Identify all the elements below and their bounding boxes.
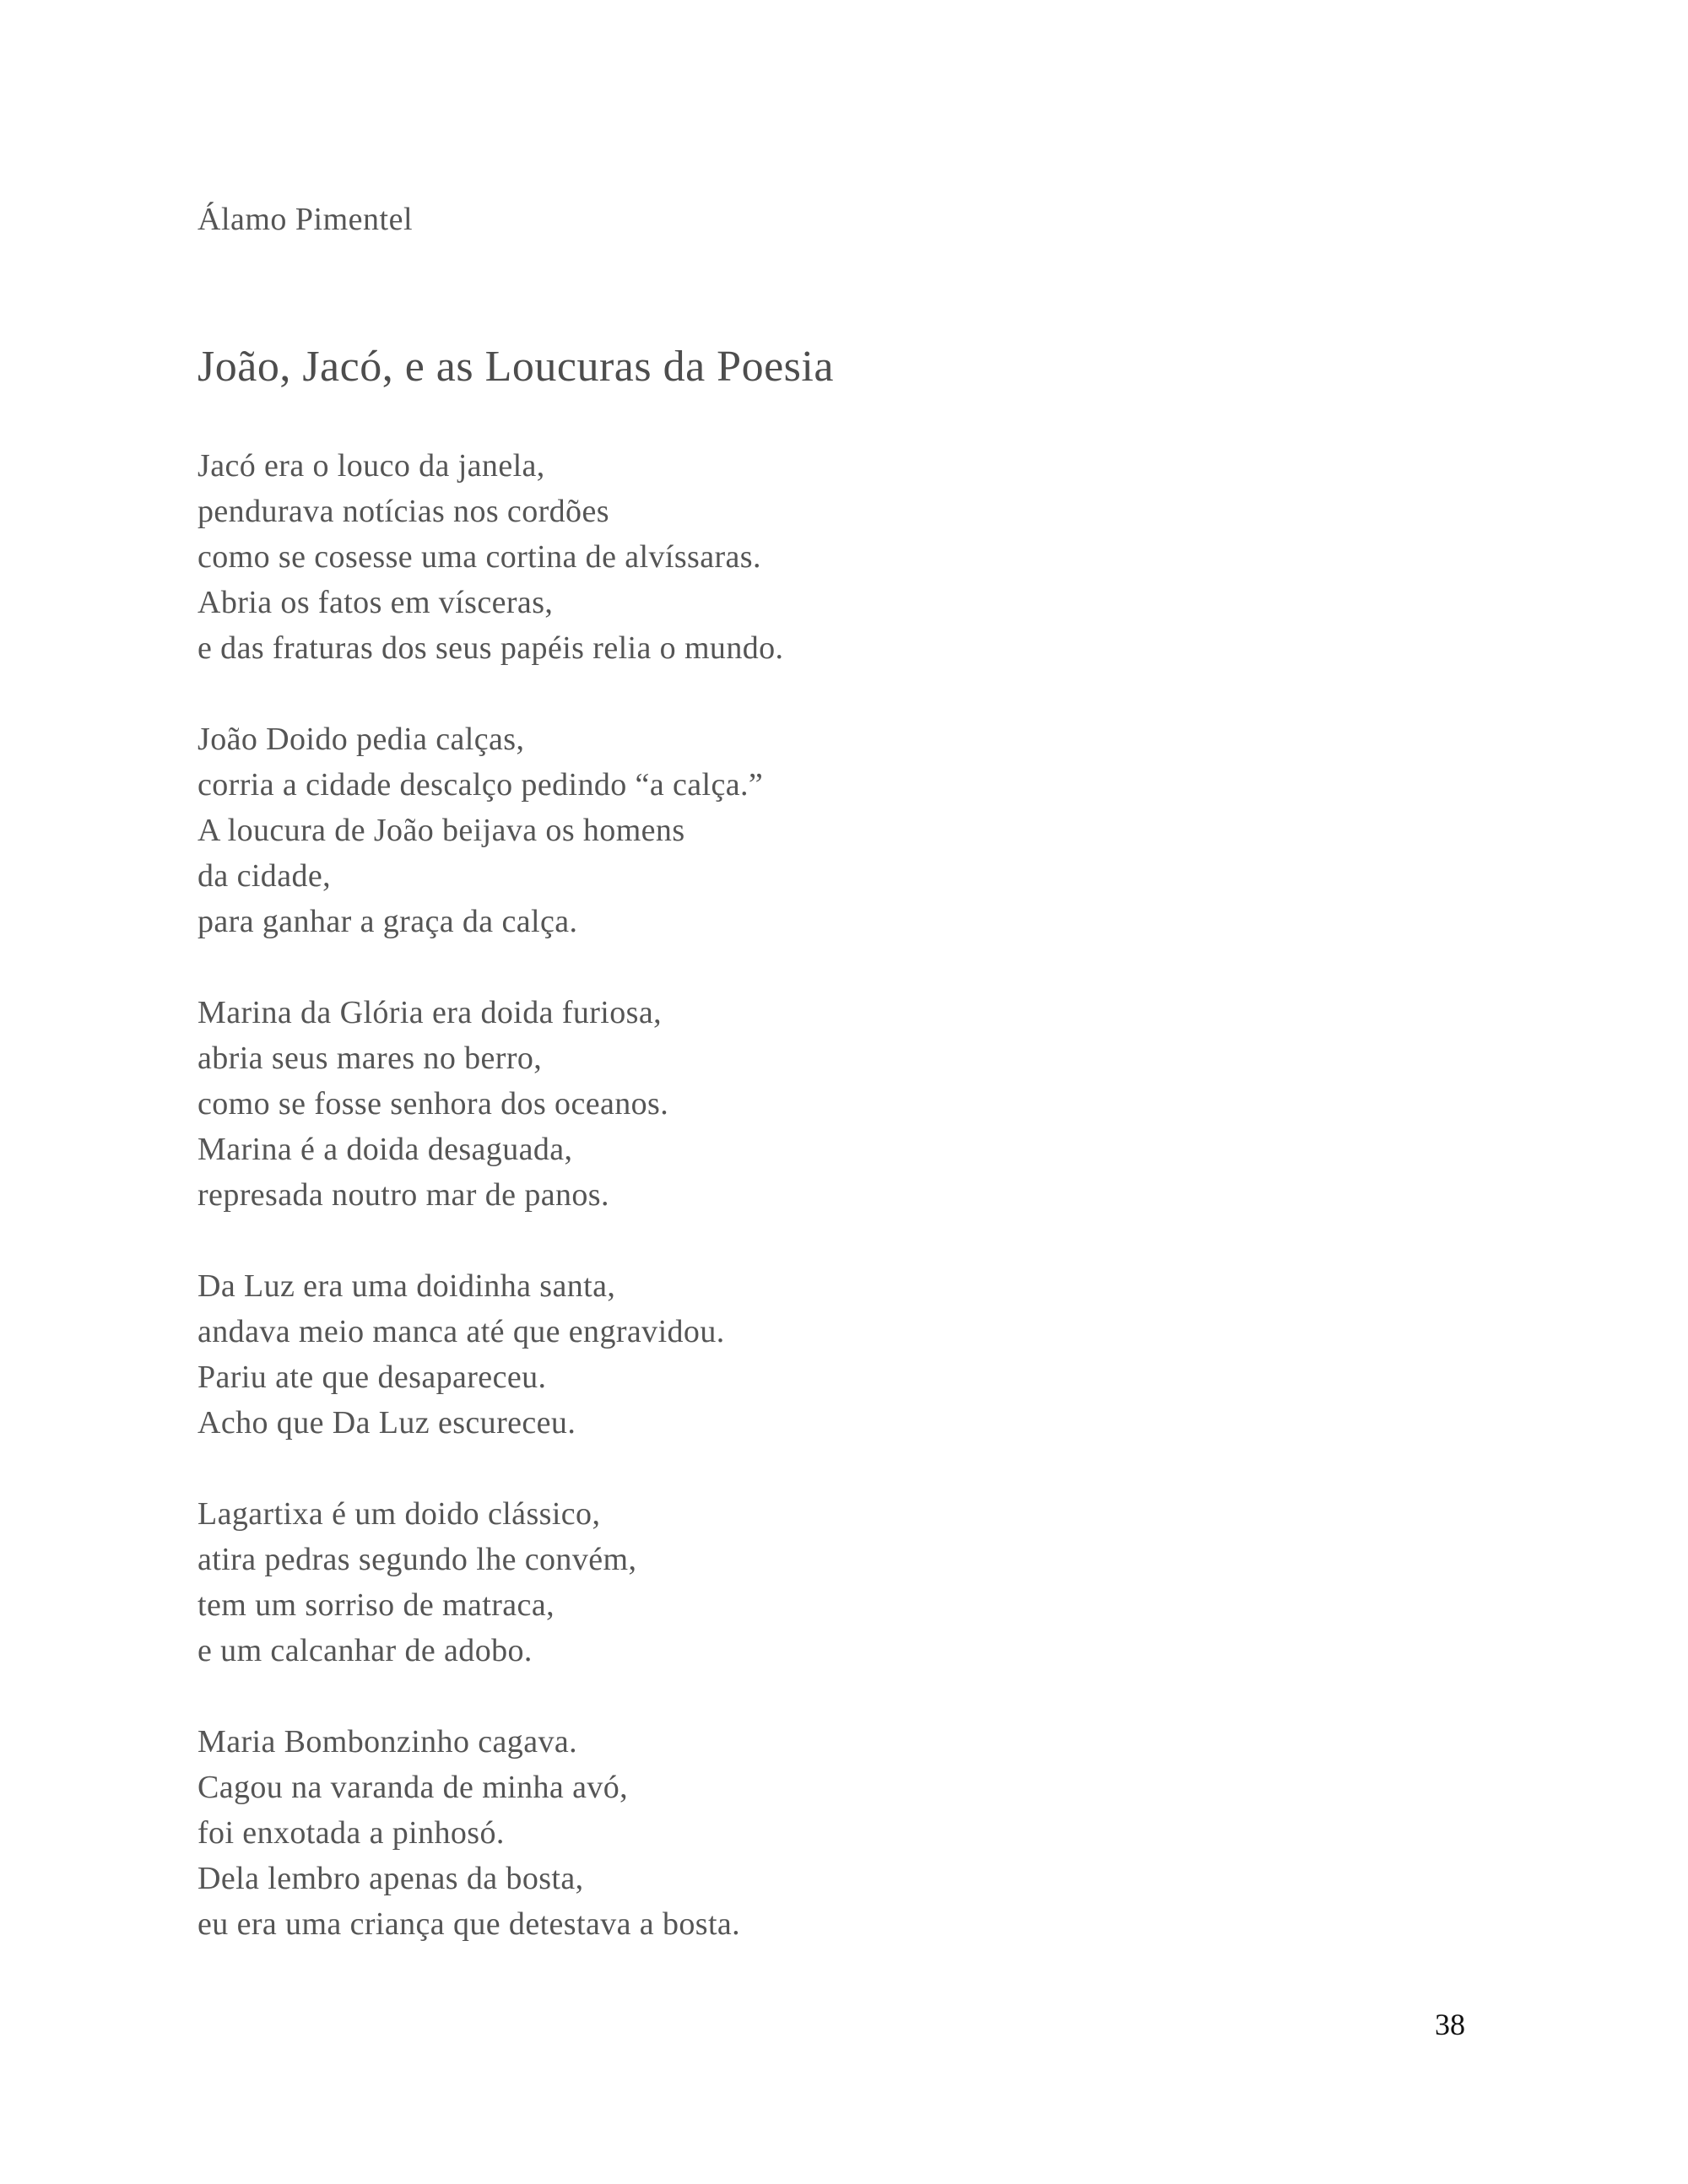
poem-stanza: [197, 1719, 1379, 1947]
poem-line: abria seus mares no berro,: [197, 1041, 543, 1076]
poem-line: A loucura de João beijava os homens: [197, 813, 685, 848]
poem-stanza: [197, 1491, 1379, 1673]
poem-line: da cidade,: [197, 858, 332, 894]
poem-line: represada noutro mar de panos.: [197, 1177, 609, 1213]
poem-line: foi enxotada a pinhosó.: [197, 1815, 505, 1851]
poem-line: como se cosesse uma cortina de alvíssaras.: [197, 539, 761, 575]
poem-line: e das fraturas dos seus papéis relia o mundo.: [197, 630, 784, 666]
poem-stanza: [197, 1263, 1379, 1446]
poem-line: Dela lembro apenas da bosta,: [197, 1861, 584, 1896]
poem-line: atira pedras segundo lhe convém,: [197, 1542, 637, 1577]
poem-line: como se fosse senhora dos oceanos.: [197, 1086, 669, 1122]
poem-line: Pariu ate que desapareceu.: [197, 1360, 547, 1395]
poem-line: Lagartixa é um doido clássico,: [197, 1496, 601, 1532]
poem-title: João, Jacó, e as Loucuras da Poesia: [197, 343, 834, 391]
poem-line: Jacó era o louco da janela,: [197, 448, 545, 484]
poem-line: corria a cidade descalço pedindo “a calça.”: [197, 767, 764, 803]
poem-line: para ganhar a graça da calça.: [197, 904, 578, 939]
poem-line: e um calcanhar de adobo.: [197, 1633, 533, 1668]
poem-line: Marina é a doida desaguada,: [197, 1132, 573, 1167]
poem-line: pendurava notícias nos cordões: [197, 494, 609, 529]
poem-stanza: [197, 716, 1379, 944]
poem-line: Marina da Glória era doida furiosa,: [197, 995, 663, 1030]
poem-line: Abria os fatos em vísceras,: [197, 585, 554, 620]
poem-body: [197, 443, 1379, 1992]
poem-line: Maria Bombonzinho cagava.: [197, 1724, 578, 1760]
poem-stanza: [197, 990, 1379, 1218]
page-number: 38: [1435, 2008, 1465, 2041]
author-name: Álamo Pimentel: [197, 202, 414, 237]
poem-line: Da Luz era uma doidinha santa,: [197, 1268, 616, 1304]
poem-line: andava meio manca até que engravidou.: [197, 1314, 725, 1349]
poem-line: eu era uma criança que detestava a bosta.: [197, 1906, 741, 1942]
poem-line: tem um sorriso de matraca,: [197, 1587, 555, 1623]
poem-line: Acho que Da Luz escureceu.: [197, 1405, 576, 1441]
poem-line: João Doido pedia calças,: [197, 722, 525, 757]
poem-line: Cagou na varanda de minha avó,: [197, 1770, 629, 1805]
poem-stanza: [197, 443, 1379, 671]
